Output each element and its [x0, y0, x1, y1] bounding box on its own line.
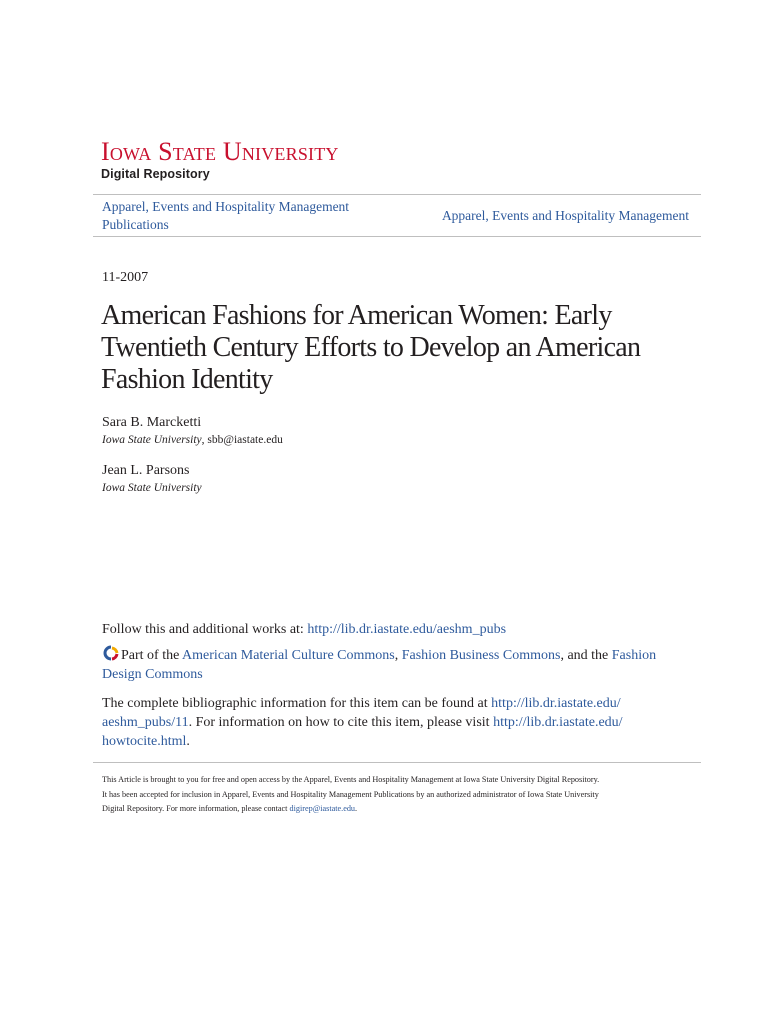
- commons-link-material-culture[interactable]: American Material Culture Commons: [182, 648, 395, 663]
- author-affiliation: [102, 481, 202, 495]
- author-name: Sara B. Marcketti: [102, 415, 202, 430]
- series-link-department[interactable]: Apparel, Events and Hospitality Management: [441, 208, 689, 223]
- author-entry: [102, 462, 202, 495]
- logo-repository-name: Digital Repository: [101, 167, 210, 181]
- biblio-item-link[interactable]: http://lib.dr.iastate.edu/: [491, 696, 621, 711]
- notice-line3: Digital Repository. For more information, please contact: [102, 804, 290, 813]
- logo-university-name: Iowa State University: [101, 137, 339, 166]
- series-left-line1: Apparel, Events and Hospitality Management: [102, 199, 350, 214]
- author-email: , sbb@iastate.edu: [201, 434, 283, 446]
- author-name: Jean L. Parsons: [102, 463, 190, 478]
- howtocite-link-cont[interactable]: howtocite.html: [102, 734, 187, 749]
- part-of-sep2: , and the: [560, 648, 612, 663]
- howtocite-link[interactable]: http://lib.dr.iastate.edu/: [493, 715, 623, 730]
- follow-link[interactable]: http://lib.dr.iastate.edu/aeshm_pubs: [307, 622, 507, 637]
- bibliographic-info: [102, 694, 672, 751]
- commons-link-fashion-design[interactable]: Fashion: [611, 648, 657, 663]
- contact-email-link[interactable]: digirep@iastate.edu: [289, 804, 356, 813]
- follow-works: [102, 620, 672, 639]
- access-notice: [102, 773, 677, 817]
- series-link-publications[interactable]: [102, 198, 382, 234]
- author-affiliation: [102, 433, 283, 447]
- divider-series: [93, 236, 701, 237]
- biblio-item-link-cont[interactable]: aeshm_pubs/11: [102, 715, 189, 730]
- bepress-commons-icon: [102, 645, 119, 661]
- article-title: [101, 300, 701, 396]
- affiliation-name: Iowa State University: [102, 482, 202, 494]
- notice-line2: It has been accepted for inclusion in Apparel, Events and Hospitality Management Publications by an authorized administrator of Iowa State University: [102, 789, 599, 799]
- divider-top: [93, 194, 701, 195]
- part-of-commons: [102, 645, 672, 684]
- title-line3: Fashion Identity: [101, 364, 273, 395]
- series-left-line2: Publications: [102, 217, 169, 232]
- follow-text: Follow this and additional works at:: [102, 622, 308, 637]
- part-of-prefix: Part of the: [121, 648, 183, 663]
- biblio-text1: The complete bibliographic information for this item can be found at: [102, 696, 492, 711]
- notice-line1: This Article is brought to you for free and open access by the Apparel, Events and Hospitality Management at Iowa State University Digital Repository.: [102, 775, 600, 784]
- notice-end: .: [355, 804, 358, 813]
- biblio-text3: .: [186, 734, 190, 749]
- part-of-sep1: ,: [394, 648, 402, 663]
- university-logo[interactable]: [101, 138, 339, 181]
- commons-link-fashion-design-cont[interactable]: Design Commons: [102, 667, 203, 682]
- publication-date: 11-2007: [102, 270, 149, 285]
- title-line1: American Fashions for American Women: Early: [101, 300, 612, 331]
- author-entry: [102, 414, 283, 447]
- divider-footer: [93, 762, 701, 763]
- biblio-text2: . For information on how to cite this item, please visit: [188, 715, 494, 730]
- affiliation-name: Iowa State University: [102, 434, 202, 446]
- commons-link-fashion-business[interactable]: Fashion Business Commons: [401, 648, 561, 663]
- title-line2: Twentieth Century Efforts to Develop an American: [101, 332, 641, 363]
